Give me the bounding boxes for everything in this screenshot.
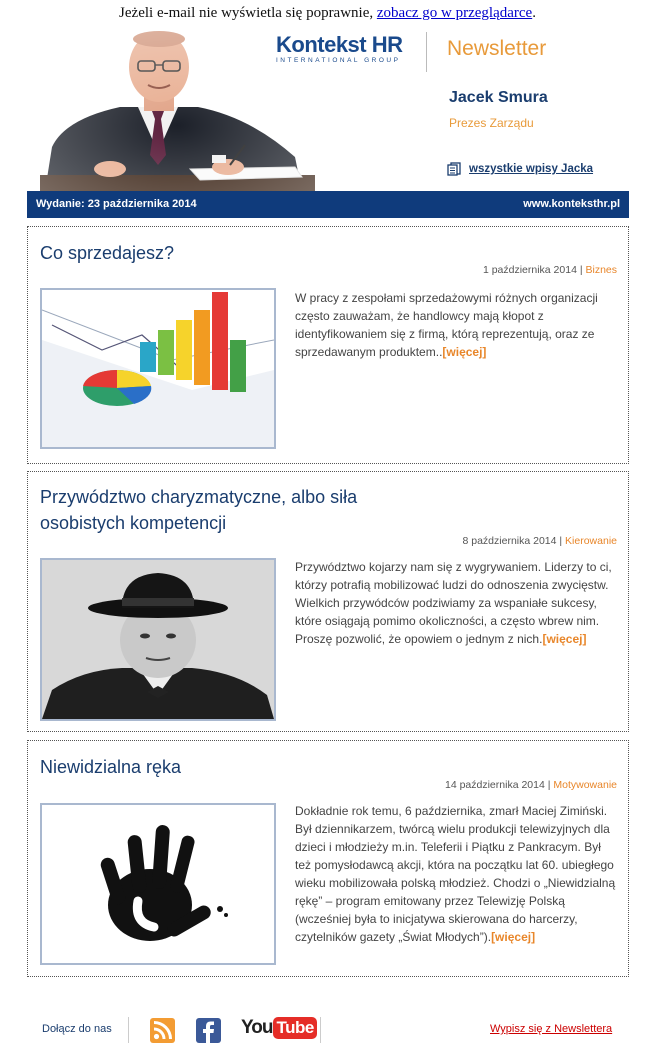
- logo-wordmark: Kontekst HR: [276, 32, 403, 57]
- article-image-handprint[interactable]: [40, 803, 276, 965]
- footer-divider: [128, 1017, 129, 1043]
- documents-icon: [447, 162, 461, 176]
- edition-bar: [27, 191, 629, 218]
- header-divider: [426, 32, 427, 72]
- facebook-icon[interactable]: [196, 1018, 221, 1043]
- meta-separator: |: [556, 535, 566, 547]
- rss-icon[interactable]: [150, 1018, 175, 1043]
- author-role: Prezes Zarządu: [449, 116, 534, 130]
- logo-subtitle: INTERNATIONAL GROUP: [276, 57, 401, 64]
- article-meta: [445, 779, 617, 791]
- read-more-link[interactable]: [więcej]: [442, 345, 487, 359]
- view-in-browser-link[interactable]: zobacz go w przeglądarce: [376, 5, 533, 21]
- article-title[interactable]: [40, 484, 357, 536]
- article-title[interactable]: Co sprzedajesz?: [40, 243, 175, 263]
- kontekst-hr-logo[interactable]: [276, 34, 406, 68]
- meta-separator: |: [576, 264, 586, 276]
- article-image-portrait[interactable]: [40, 558, 276, 721]
- view-in-browser-text: Jeżeli e-mail nie wyświetla się poprawnie,: [119, 5, 377, 21]
- view-in-browser-suffix: .: [532, 5, 536, 21]
- read-more-link[interactable]: [więcej]: [491, 930, 536, 944]
- all-posts-label: wszystkie wpisy Jacka: [469, 163, 594, 175]
- article-excerpt-text: Przywództwo kojarzy nam się z wygrywaniem. Liderzy to ci, którzy potrafią mobilizować ludzi do odnoszenia zwycięstw. Wielkich przywódców podziwiamy za wspaniałe sukcesy, które osiągają pomimo okoliczności, a często wbrew nim. Proszę pozwolić, że opowiem o jednym z nich.: [295, 560, 612, 646]
- article-meta: [463, 535, 618, 547]
- article-title[interactable]: Niewidzialna ręka: [40, 757, 182, 777]
- article-title-line2: osobistych kompetencji: [40, 513, 227, 533]
- all-posts-link[interactable]: [447, 162, 593, 176]
- unsubscribe-link[interactable]: Wypisz się z Newslettera: [490, 1023, 613, 1035]
- article-excerpt-text: W pracy z zespołami sprzedażowymi różnych organizacji często zauważam, że handlowcy mają kłopot z identyfikowaniem się z firmą, którą reprezentują, oraz ze sprzedawanym produktem..: [295, 291, 598, 359]
- article-image-charts[interactable]: [40, 288, 276, 449]
- article-card: [27, 740, 629, 977]
- article-category[interactable]: Kierowanie: [565, 535, 617, 547]
- article-date: 14 października 2014: [444, 779, 545, 791]
- article-excerpt: [295, 289, 620, 361]
- edition-date: Wydanie: 23 października 2014: [36, 198, 197, 210]
- meta-separator: |: [544, 779, 554, 791]
- article-date: 1 października 2014: [482, 264, 577, 276]
- view-in-browser-note: [0, 5, 655, 22]
- footer-divider: [320, 1017, 321, 1043]
- article-date: 8 października 2014: [462, 535, 557, 547]
- article-excerpt: [295, 802, 620, 946]
- author-name: Jacek Smura: [449, 89, 548, 106]
- article-category[interactable]: Biznes: [585, 264, 617, 276]
- footer: [0, 1015, 655, 1045]
- article-meta: [483, 264, 617, 276]
- newsletter-heading: Newsletter: [447, 37, 547, 60]
- youtube-icon[interactable]: [241, 1017, 317, 1039]
- article-category[interactable]: Motywowanie: [553, 779, 617, 791]
- article-card: [27, 226, 629, 464]
- article-title-line1: Przywództwo charyzmatyczne, albo siła: [40, 487, 358, 507]
- article-card: [27, 471, 629, 732]
- youtube-logo-you: You: [241, 1017, 273, 1038]
- join-us-label: Dołącz do nas: [42, 1023, 112, 1035]
- read-more-link[interactable]: [więcej]: [542, 632, 587, 646]
- article-excerpt: [295, 558, 620, 648]
- author-portrait: [40, 27, 315, 191]
- website-link[interactable]: www.konteksthr.pl: [523, 198, 620, 210]
- article-excerpt-text: Dokładnie rok temu, 6 października, zmarł Maciej Zimiński. Był dziennikarzem, twórcą wielu produkcji telewizyjnych dla dzieci i młodzieży m.in. Teleferii i Piątku z Pankracym. Był też pomysłodawcą akcji, która na początku lat 60. ubiegłego wieku mobilizowała polską młodzież. Chodzi o „Niewidzialną rękę” – program emitowany przez Telewizję Polską (wcześniej była to inicjatywa skierowana do harcerzy, czytelników gazety „Świat Młodych”).: [295, 804, 616, 944]
- youtube-logo-tube: Tube: [273, 1017, 316, 1039]
